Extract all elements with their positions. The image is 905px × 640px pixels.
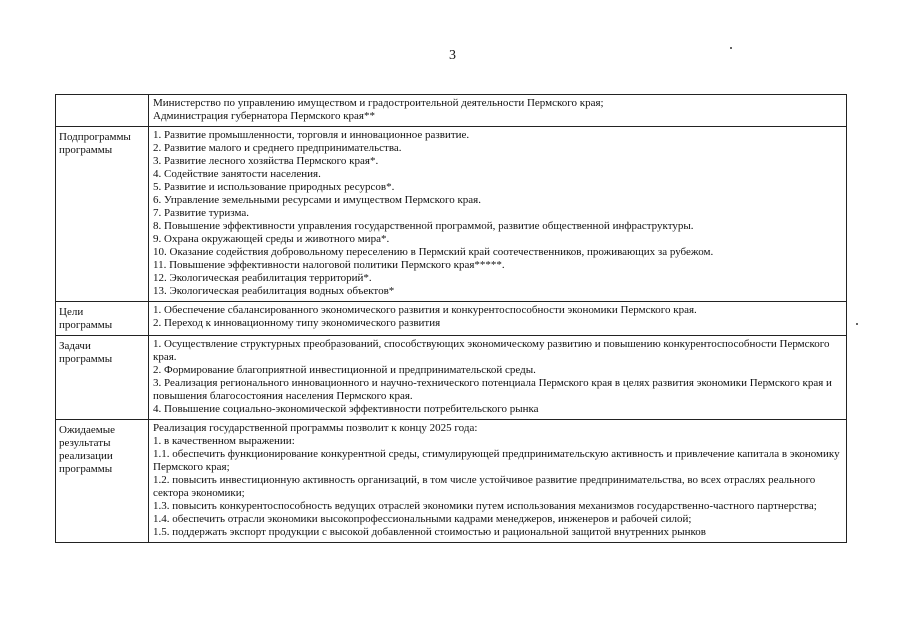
row-label-line: Подпрограммы — [59, 131, 131, 143]
row-label-line: программы — [59, 144, 113, 156]
page-number: 3 — [449, 48, 456, 63]
content-line: 1.3. повысить конкурентоспособность ведущих отраслей экономики путем использования механизмов государственно-частного партнерства; — [153, 500, 817, 512]
row-content-cell — [149, 420, 847, 543]
row-label-line: Цели — [59, 306, 84, 318]
content-line: 2. Развитие малого и среднего предпринимательства. — [153, 142, 402, 154]
row-label-line: программы — [59, 319, 113, 331]
content-line: Администрация губернатора Пермского края** — [153, 110, 375, 122]
row-label-line: результаты — [59, 437, 111, 449]
row-label-line: Ожидаемые — [59, 424, 116, 436]
program-passport-table — [55, 94, 847, 543]
content-line: Реализация государственной программы позволит к концу 2025 года: — [153, 422, 478, 434]
content-line: 1. Обеспечение сбалансированного экономического развития и конкурентоспособности экономики Пермского края. — [153, 304, 697, 316]
row-content-cell — [149, 302, 847, 336]
row-content-cell — [149, 127, 847, 302]
content-line: Министерство по управлению имуществом и градостроительной деятельности Пермского края; — [153, 97, 604, 109]
content-line: 11. Повышение эффективности налоговой политики Пермского края*****. — [153, 259, 505, 271]
content-line: 3. Реализация регионального инновационного и научно-технического потенциала Пермского края в целях развития экономики Пермского края и повышения благосостояния населения Пермского края. — [153, 377, 832, 402]
content-line: 3. Развитие лесного хозяйства Пермского края*. — [153, 155, 379, 167]
content-line: 1.2. повысить инвестиционную активность организаций, в том числе устойчивое развитие предпринимательства, во всех отраслях реального сектора экономики; — [153, 474, 816, 499]
content-line: 2. Формирование благоприятной инвестиционной и предпринимательской среды. — [153, 364, 536, 376]
content-line: 5. Развитие и использование природных ресурсов*. — [153, 181, 395, 193]
content-line: 4. Содействие занятости населения. — [153, 168, 321, 180]
row-label-cell — [56, 302, 149, 336]
row-label-cell — [56, 127, 149, 302]
content-line: 2. Переход к инновационному типу экономического развития — [153, 317, 441, 329]
content-line: 1.1. обеспечить функционирование конкурентной среды, стимулирующей предпринимательскую активность и привлечение капитала в экономику Пермского края; — [153, 448, 840, 473]
content-line: 1. Развитие промышленности, торговля и инновационное развитие. — [153, 129, 470, 141]
content-line: 7. Развитие туризма. — [153, 207, 250, 219]
row-label-line: программы — [59, 353, 113, 365]
content-line: 8. Повышение эффективности управления государственной программой, развитие общественной инфраструктуры. — [153, 220, 694, 232]
row-label-cell — [56, 95, 149, 127]
table-row — [56, 95, 847, 127]
content-line: 6. Управление земельными ресурсами и имуществом Пермского края. — [153, 194, 481, 206]
scan-speck — [856, 323, 858, 325]
table-body — [56, 95, 847, 543]
row-label-cell — [56, 420, 149, 543]
content-line: 12. Экологическая реабилитация территорий*. — [153, 272, 372, 284]
table-row — [56, 302, 847, 336]
scan-speck — [730, 47, 732, 49]
content-line: 13. Экологическая реабилитация водных объектов* — [153, 285, 395, 297]
content-line: 1. Осуществление структурных преобразований, способствующих экономическому развитию и повышению конкурентоспособности Пермского края. — [153, 338, 830, 363]
content-line: 1.5. поддержать экспорт продукции с высокой добавленной стоимостью и рациональной защитой внутренних рынков — [153, 526, 706, 538]
content-line: 4. Повышение социально-экономической эффективности потребительского рынка — [153, 403, 539, 415]
content-line: 1.4. обеспечить отрасли экономики высокопрофессиональными кадрами менеджеров, инженеров и рабочей силой; — [153, 513, 692, 525]
row-label-line: реализации — [59, 450, 113, 462]
content-line: 10. Оказание содействия добровольному переселению в Пермский край соотечественников, проживающих за рубежом. — [153, 246, 714, 258]
content-line: 9. Охрана окружающей среды и животного мира*. — [153, 233, 390, 245]
table-row — [56, 127, 847, 302]
row-label-line: программы — [59, 463, 113, 475]
row-label-line: Задачи — [59, 340, 91, 352]
content-line: 1. в качественном выражении: — [153, 435, 295, 447]
row-content-cell — [149, 336, 847, 420]
row-content-cell — [149, 95, 847, 127]
row-label-cell — [56, 336, 149, 420]
table-row — [56, 336, 847, 420]
table-row — [56, 420, 847, 543]
